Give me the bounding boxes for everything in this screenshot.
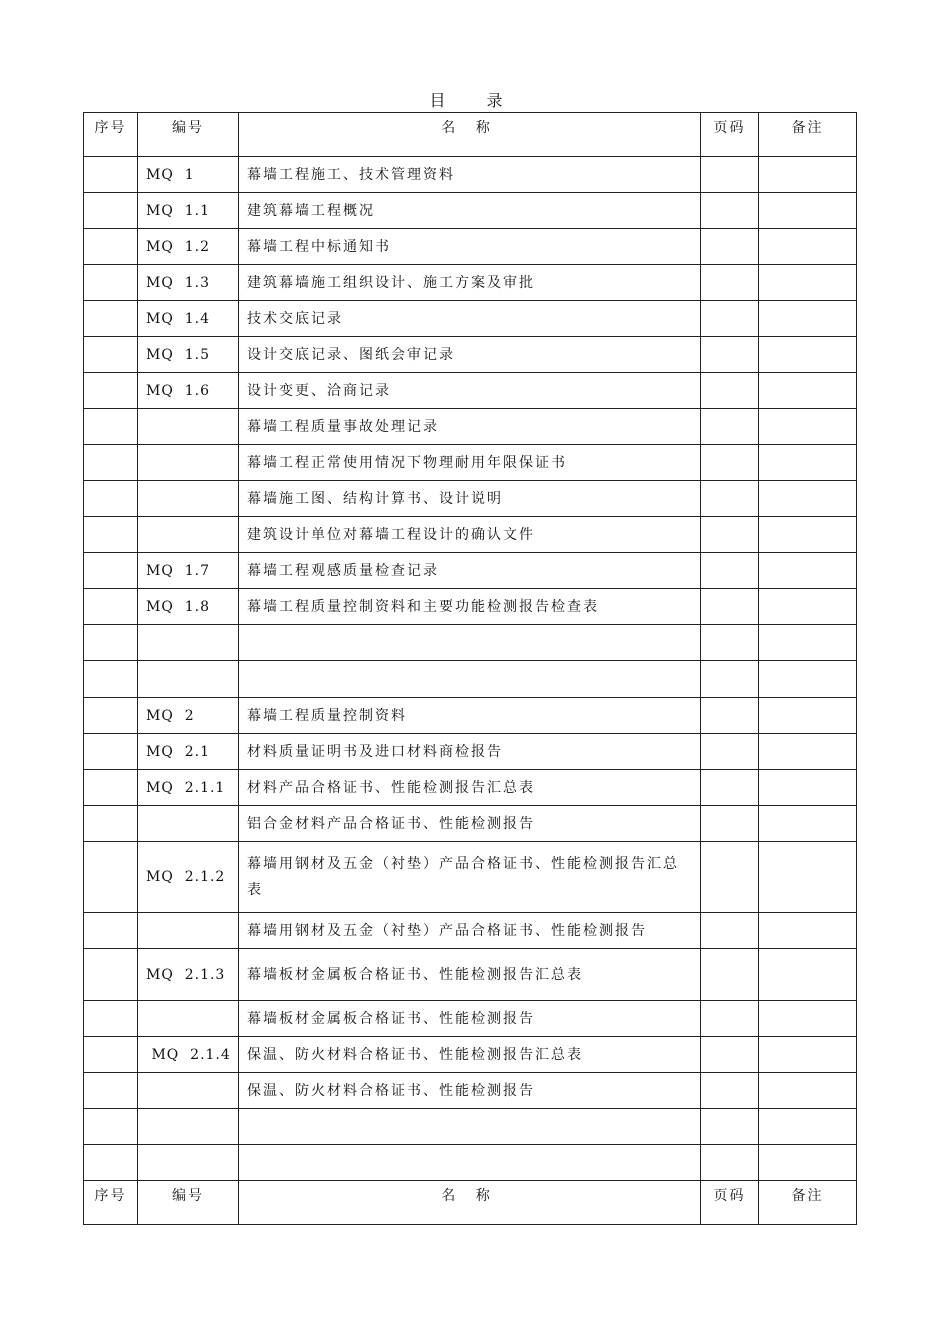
row-name-cell: 幕墙工程质量事故处理记录: [239, 409, 701, 445]
row-name-cell: 幕墙施工图、结构计算书、设计说明: [239, 481, 701, 517]
row-note-cell: [759, 770, 857, 806]
row-page-cell: [701, 625, 759, 661]
row-page-cell: [701, 229, 759, 265]
row-page-cell: [701, 409, 759, 445]
row-name-cell: 材料质量证明书及进口材料商检报告: [239, 734, 701, 770]
table-row: [84, 481, 857, 517]
row-note-cell: [759, 949, 857, 1001]
row-note-cell: [759, 698, 857, 734]
row-name-cell: 幕墙工程正常使用情况下物理耐用年限保证书: [239, 445, 701, 481]
row-code-cell: [138, 1001, 239, 1037]
table-row: [84, 806, 857, 842]
table-row: [84, 301, 857, 337]
row-idx-cell: [84, 589, 138, 625]
table-header-row: [84, 113, 857, 157]
row-idx-cell: [84, 661, 138, 698]
row-note-cell: [759, 1037, 857, 1073]
row-code-cell: [138, 913, 239, 949]
row-idx-cell: [84, 770, 138, 806]
row-idx-cell: [84, 1037, 138, 1073]
row-name-cell: 设计变更、洽商记录: [239, 373, 701, 409]
row-code-cell: MQ 1.8: [138, 589, 239, 625]
row-name-cell: 保温、防火材料合格证书、性能检测报告: [239, 1073, 701, 1109]
row-page-cell: [701, 373, 759, 409]
footer-header-code: 编号: [138, 1181, 239, 1225]
row-code-cell: [138, 625, 239, 661]
row-idx-cell: [84, 698, 138, 734]
row-page-cell: [701, 949, 759, 1001]
header-page: 页码: [701, 113, 759, 157]
header-name: 名 称: [239, 113, 701, 157]
row-idx-cell: [84, 1073, 138, 1109]
row-name-cell: 幕墙工程观感质量检查记录: [239, 553, 701, 589]
row-page-cell: [701, 770, 759, 806]
footer-header-name: 名 称: [239, 1181, 701, 1225]
table-row: [84, 409, 857, 445]
page-title: 目 录: [429, 91, 521, 110]
table-row: [84, 1037, 857, 1073]
row-page-cell: [701, 157, 759, 193]
row-code-cell: [138, 661, 239, 698]
table-row: [84, 589, 857, 625]
row-name-cell: [239, 1145, 701, 1181]
row-idx-cell: [84, 301, 138, 337]
table-footer-header-row: [84, 1181, 857, 1225]
table-row: [84, 1109, 857, 1145]
row-note-cell: [759, 517, 857, 553]
row-idx-cell: [84, 265, 138, 301]
table-row: [84, 1073, 857, 1109]
row-code-cell: MQ 2.1.1: [138, 770, 239, 806]
row-page-cell: [701, 301, 759, 337]
row-code-cell: MQ 2.1: [138, 734, 239, 770]
row-idx-cell: [84, 409, 138, 445]
row-note-cell: [759, 1001, 857, 1037]
row-name-cell: 建筑幕墙施工组织设计、施工方案及审批: [239, 265, 701, 301]
row-note-cell: [759, 229, 857, 265]
row-note-cell: [759, 1109, 857, 1145]
row-page-cell: [701, 1037, 759, 1073]
footer-header-idx: 序号: [84, 1181, 138, 1225]
row-idx-cell: [84, 229, 138, 265]
row-idx-cell: [84, 806, 138, 842]
row-name-cell: 保温、防火材料合格证书、性能检测报告汇总表: [239, 1037, 701, 1073]
row-code-cell: MQ 1.4: [138, 301, 239, 337]
row-code-cell: MQ 1.7: [138, 553, 239, 589]
row-name-cell: 幕墙板材金属板合格证书、性能检测报告汇总表: [239, 949, 701, 1001]
row-idx-cell: [84, 517, 138, 553]
table-row: [84, 553, 857, 589]
row-idx-cell: [84, 734, 138, 770]
row-page-cell: [701, 337, 759, 373]
row-name-cell: 幕墙用钢材及五金（衬垫）产品合格证书、性能检测报告汇总表: [239, 842, 701, 913]
row-page-cell: [701, 698, 759, 734]
row-page-cell: [701, 806, 759, 842]
row-note-cell: [759, 734, 857, 770]
row-page-cell: [701, 661, 759, 698]
row-idx-cell: [84, 1145, 138, 1181]
row-name-cell: 幕墙工程质量控制资料: [239, 698, 701, 734]
row-note-cell: [759, 589, 857, 625]
row-code-cell: [138, 1109, 239, 1145]
row-page-cell: [701, 1109, 759, 1145]
row-code-cell: MQ 2.1.4: [138, 1037, 239, 1073]
row-note-cell: [759, 1145, 857, 1181]
row-idx-cell: [84, 949, 138, 1001]
table-row: [84, 661, 857, 698]
row-page-cell: [701, 553, 759, 589]
table-row: [84, 157, 857, 193]
row-name-cell: [239, 661, 701, 698]
table-row: [84, 229, 857, 265]
row-note-cell: [759, 625, 857, 661]
header-code: 编号: [138, 113, 239, 157]
footer-header-page: 页码: [701, 1181, 759, 1225]
row-note-cell: [759, 1073, 857, 1109]
row-code-cell: [138, 409, 239, 445]
row-idx-cell: [84, 553, 138, 589]
row-name-cell: [239, 625, 701, 661]
table-row: [84, 913, 857, 949]
row-page-cell: [701, 193, 759, 229]
row-name-cell: [239, 1109, 701, 1145]
row-name-cell: 幕墙板材金属板合格证书、性能检测报告: [239, 1001, 701, 1037]
table-row: [84, 517, 857, 553]
row-note-cell: [759, 481, 857, 517]
table-row: [84, 770, 857, 806]
row-page-cell: [701, 265, 759, 301]
row-code-cell: MQ 1.2: [138, 229, 239, 265]
row-note-cell: [759, 157, 857, 193]
row-code-cell: [138, 445, 239, 481]
table-row: [84, 698, 857, 734]
table-row: [84, 193, 857, 229]
row-name-cell: 幕墙用钢材及五金（衬垫）产品合格证书、性能检测报告: [239, 913, 701, 949]
row-note-cell: [759, 661, 857, 698]
row-code-cell: MQ 1.3: [138, 265, 239, 301]
row-note-cell: [759, 193, 857, 229]
table-row: [84, 1145, 857, 1181]
row-idx-cell: [84, 337, 138, 373]
table-row: [84, 734, 857, 770]
row-idx-cell: [84, 842, 138, 913]
row-code-cell: MQ 1.5: [138, 337, 239, 373]
row-code-cell: MQ 2.1.2: [138, 842, 239, 913]
row-code-cell: MQ 1.6: [138, 373, 239, 409]
row-name-cell: 铝合金材料产品合格证书、性能检测报告: [239, 806, 701, 842]
table-row: [84, 373, 857, 409]
row-idx-cell: [84, 913, 138, 949]
row-note-cell: [759, 265, 857, 301]
table-row: [84, 625, 857, 661]
row-page-cell: [701, 517, 759, 553]
row-name-cell: 建筑幕墙工程概况: [239, 193, 701, 229]
row-code-cell: MQ 2.1.3: [138, 949, 239, 1001]
row-note-cell: [759, 373, 857, 409]
row-idx-cell: [84, 1109, 138, 1145]
row-page-cell: [701, 1145, 759, 1181]
row-name-cell: 建筑设计单位对幕墙工程设计的确认文件: [239, 517, 701, 553]
table-row: [84, 842, 857, 913]
table-row: [84, 445, 857, 481]
row-code-cell: [138, 481, 239, 517]
row-page-cell: [701, 1001, 759, 1037]
row-note-cell: [759, 337, 857, 373]
row-code-cell: [138, 1145, 239, 1181]
row-name-cell: 幕墙工程中标通知书: [239, 229, 701, 265]
row-note-cell: [759, 553, 857, 589]
table-row: [84, 337, 857, 373]
row-page-cell: [701, 445, 759, 481]
header-idx: 序号: [84, 113, 138, 157]
row-note-cell: [759, 445, 857, 481]
table-row: [84, 265, 857, 301]
row-page-cell: [701, 589, 759, 625]
row-code-cell: [138, 806, 239, 842]
row-name-cell: 幕墙工程质量控制资料和主要功能检测报告检查表: [239, 589, 701, 625]
row-note-cell: [759, 806, 857, 842]
row-page-cell: [701, 842, 759, 913]
row-code-cell: MQ 1: [138, 157, 239, 193]
row-note-cell: [759, 409, 857, 445]
row-idx-cell: [84, 481, 138, 517]
row-page-cell: [701, 913, 759, 949]
footer-header-note: 备注: [759, 1181, 857, 1225]
row-page-cell: [701, 734, 759, 770]
row-idx-cell: [84, 157, 138, 193]
row-idx-cell: [84, 193, 138, 229]
row-note-cell: [759, 913, 857, 949]
row-idx-cell: [84, 625, 138, 661]
row-name-cell: 技术交底记录: [239, 301, 701, 337]
row-page-cell: [701, 481, 759, 517]
row-page-cell: [701, 1073, 759, 1109]
row-idx-cell: [84, 373, 138, 409]
table-row: [84, 949, 857, 1001]
toc-table: [83, 112, 857, 1225]
row-name-cell: 设计交底记录、图纸会审记录: [239, 337, 701, 373]
table-row: [84, 1001, 857, 1037]
row-note-cell: [759, 842, 857, 913]
header-note: 备注: [759, 113, 857, 157]
row-name-cell: 材料产品合格证书、性能检测报告汇总表: [239, 770, 701, 806]
row-name-cell: 幕墙工程施工、技术管理资料: [239, 157, 701, 193]
row-idx-cell: [84, 1001, 138, 1037]
row-code-cell: MQ 2: [138, 698, 239, 734]
row-code-cell: [138, 517, 239, 553]
row-code-cell: [138, 1073, 239, 1109]
row-code-cell: MQ 1.1: [138, 193, 239, 229]
row-note-cell: [759, 301, 857, 337]
row-idx-cell: [84, 445, 138, 481]
